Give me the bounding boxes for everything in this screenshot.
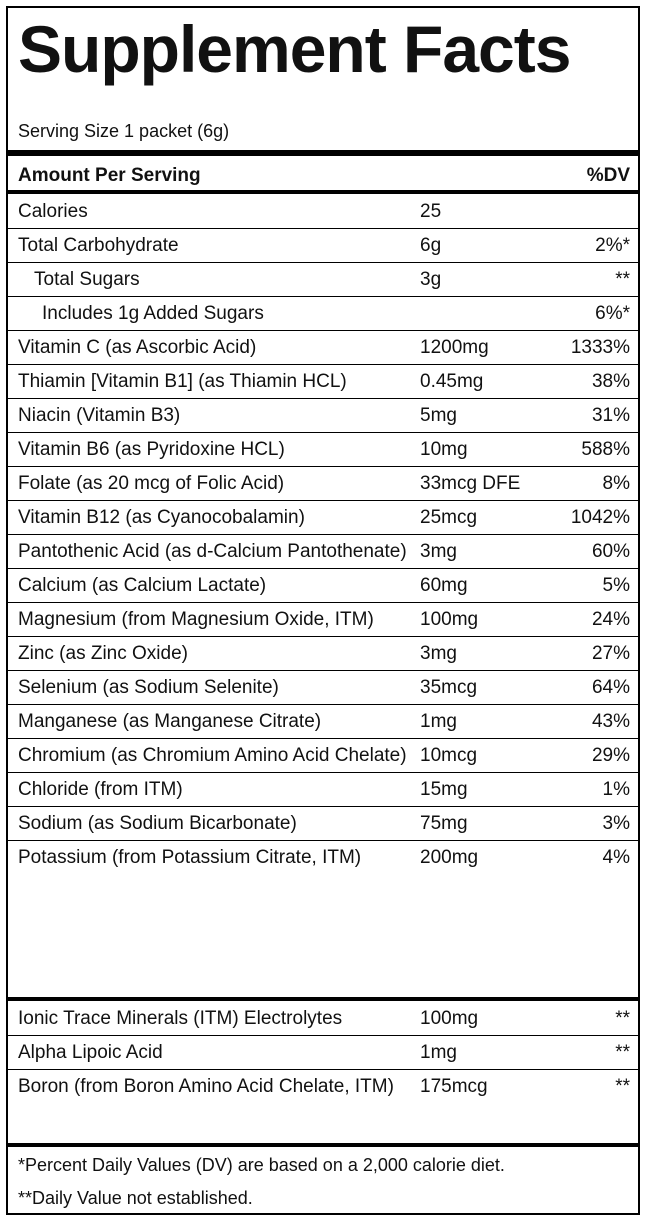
nutrient-name: Calcium (as Calcium Lactate) xyxy=(8,569,418,603)
nutrient-dv: 4% xyxy=(530,841,638,875)
nutrient-amount: 10mg xyxy=(418,433,530,467)
nutrient-name: Vitamin C (as Ascorbic Acid) xyxy=(8,331,418,365)
nutrient-name: Chloride (from ITM) xyxy=(8,773,418,807)
footnote-dv: *Percent Daily Values (DV) are based on a 2,000 calorie diet. xyxy=(18,1155,505,1175)
ingredient-amount: 175mcg xyxy=(418,1070,530,1104)
nutrient-dv: 43% xyxy=(530,705,638,739)
nutrient-dv: ** xyxy=(530,263,638,297)
nutrient-dv: 64% xyxy=(530,671,638,705)
table-row xyxy=(8,1002,638,1036)
header-amount-per-serving: Amount Per Serving xyxy=(18,165,201,186)
nutrient-name: Magnesium (from Magnesium Oxide, ITM) xyxy=(8,603,418,637)
table-row xyxy=(8,297,638,331)
table-row xyxy=(8,263,638,297)
table-row xyxy=(8,467,638,501)
nutrient-dv: 27% xyxy=(530,637,638,671)
nutrient-amount xyxy=(418,297,530,331)
nutrient-dv: 2%* xyxy=(530,229,638,263)
nutrient-name: Folate (as 20 mcg of Folic Acid) xyxy=(8,467,418,501)
nutrient-name: Potassium (from Potassium Citrate, ITM) xyxy=(8,841,418,875)
nutrient-amount: 33mcg DFE xyxy=(418,467,530,501)
nutrient-name: Thiamin [Vitamin B1] (as Thiamin HCL) xyxy=(8,365,418,399)
nutrient-name: Chromium (as Chromium Amino Acid Chelate) xyxy=(8,739,418,773)
nutrient-amount: 0.45mg xyxy=(418,365,530,399)
nutrient-table xyxy=(8,195,638,874)
nutrient-amount: 100mg xyxy=(418,603,530,637)
divider xyxy=(8,1143,638,1147)
nutrient-dv: 6%* xyxy=(530,297,638,331)
nutrient-dv: 24% xyxy=(530,603,638,637)
table-row xyxy=(8,195,638,229)
nutrient-dv: 60% xyxy=(530,535,638,569)
nutrient-name: Selenium (as Sodium Selenite) xyxy=(8,671,418,705)
table-row xyxy=(8,433,638,467)
nutrient-amount: 15mg xyxy=(418,773,530,807)
nutrient-name: Includes 1g Added Sugars xyxy=(8,297,418,331)
table-row xyxy=(8,705,638,739)
header-dv: %DV xyxy=(586,165,630,186)
supplement-facts-panel xyxy=(6,6,640,1215)
nutrient-name: Total Sugars xyxy=(8,263,418,297)
label-title: Supplement Facts xyxy=(18,12,571,86)
table-row xyxy=(8,229,638,263)
nutrient-amount: 25 xyxy=(420,201,442,222)
nutrient-amount: 25mcg xyxy=(418,501,530,535)
ingredient-name: Boron (from Boron Amino Acid Chelate, ITM) xyxy=(8,1070,418,1104)
table-row xyxy=(8,501,638,535)
ingredient-name: Alpha Lipoic Acid xyxy=(8,1036,418,1070)
ingredient-dv: ** xyxy=(530,1070,638,1104)
nutrient-amount: 1200mg xyxy=(418,331,530,365)
nutrient-amount: 35mcg xyxy=(418,671,530,705)
divider xyxy=(8,190,638,194)
nutrient-dv: 1333% xyxy=(530,331,638,365)
nutrient-name: Vitamin B12 (as Cyanocobalamin) xyxy=(8,501,418,535)
divider xyxy=(8,997,638,1001)
nutrient-amount: 1mg xyxy=(418,705,530,739)
nutrient-name: Total Carbohydrate xyxy=(8,229,418,263)
table-header xyxy=(8,156,638,190)
footnote-not-established: **Daily Value not established. xyxy=(18,1188,253,1208)
nutrient-name: Manganese (as Manganese Citrate) xyxy=(8,705,418,739)
nutrient-dv: 1042% xyxy=(530,501,638,535)
table-row xyxy=(8,535,638,569)
nutrient-name: Sodium (as Sodium Bicarbonate) xyxy=(8,807,418,841)
nutrient-amount: 60mg xyxy=(418,569,530,603)
table-row xyxy=(8,399,638,433)
nutrient-amount: 6g xyxy=(418,229,530,263)
other-ingredients-table xyxy=(8,1002,638,1103)
table-row xyxy=(8,331,638,365)
nutrient-dv: 29% xyxy=(530,739,638,773)
nutrient-dv: 5% xyxy=(530,569,638,603)
nutrient-amount: 75mg xyxy=(418,807,530,841)
nutrient-dv: 31% xyxy=(530,399,638,433)
table-row xyxy=(8,739,638,773)
nutrient-name: Pantothenic Acid (as d-Calcium Pantothenate) xyxy=(8,535,418,569)
table-row xyxy=(8,569,638,603)
table-row xyxy=(8,1070,638,1104)
ingredient-dv: ** xyxy=(615,1008,630,1029)
table-row xyxy=(8,773,638,807)
table-row xyxy=(8,841,638,875)
nutrient-name: Niacin (Vitamin B3) xyxy=(8,399,418,433)
table-row xyxy=(8,637,638,671)
table-row xyxy=(8,365,638,399)
nutrient-dv: 1% xyxy=(530,773,638,807)
nutrient-name: Calories xyxy=(18,201,88,222)
nutrient-name: Zinc (as Zinc Oxide) xyxy=(8,637,418,671)
table-row xyxy=(8,807,638,841)
table-row xyxy=(8,603,638,637)
nutrient-amount: 10mcg xyxy=(418,739,530,773)
nutrient-amount: 5mg xyxy=(418,399,530,433)
nutrient-dv: 3% xyxy=(530,807,638,841)
nutrient-amount: 3g xyxy=(418,263,530,297)
table-row xyxy=(8,671,638,705)
ingredient-amount: 1mg xyxy=(418,1036,530,1070)
nutrient-dv xyxy=(530,195,638,229)
nutrient-amount: 200mg xyxy=(418,841,530,875)
nutrient-dv: 588% xyxy=(530,433,638,467)
ingredient-name: Ionic Trace Minerals (ITM) Electrolytes xyxy=(18,1008,343,1029)
nutrient-amount: 3mg xyxy=(418,535,530,569)
nutrient-amount: 3mg xyxy=(418,637,530,671)
serving-size: Serving Size 1 packet (6g) xyxy=(18,121,230,141)
nutrient-name: Vitamin B6 (as Pyridoxine HCL) xyxy=(8,433,418,467)
table-row xyxy=(8,1036,638,1070)
ingredient-dv: ** xyxy=(530,1036,638,1070)
ingredient-amount: 100mg xyxy=(420,1008,479,1029)
nutrient-dv: 38% xyxy=(530,365,638,399)
nutrient-dv: 8% xyxy=(530,467,638,501)
